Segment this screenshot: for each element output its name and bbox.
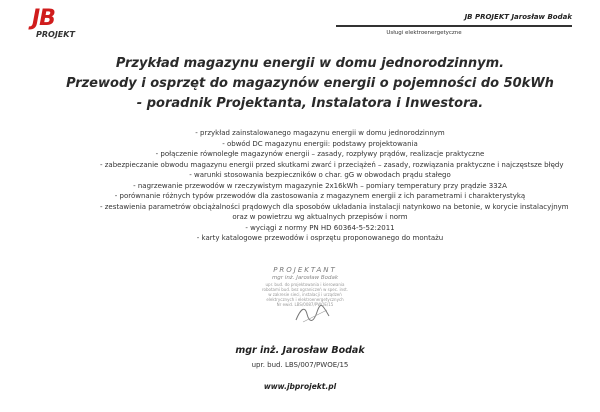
designer-stamp (253, 266, 357, 328)
stamp-line: upr. bud. do projektowania i kierowania (265, 282, 345, 287)
list-item: oraz w powietrzu wg aktualnych przepisów i norm (232, 213, 408, 221)
stamp-name: mgr inż. Jarosław Bodak (271, 275, 339, 281)
list-item: - zabezpieczanie obwodu magazynu energii przed skutkami zwarć i przeciążeń – zasady, rozwiązania praktyczne i najczęstsze błędy (100, 160, 564, 169)
stamp-line: robotami bud. bez ograniczeń w spec. inst. (261, 287, 349, 292)
logo-mark: JB (32, 6, 55, 31)
list-item: - zestawienia parametrów obciążalności prądowych dla sposobów układania instalacji natynkowo na betonie, w korycie instalacyjnym (100, 202, 569, 211)
signer-name: mgr inż. Jarosław Bodak (235, 345, 365, 356)
title-line: Przewody i osprzęt do magazynów energii o pojemności do 50kWh (66, 76, 554, 91)
title-line: Przykład magazynu energii w domu jednorodzinnym. (115, 56, 505, 71)
signer-license: upr. bud. LBS/007/PWOE/15 (251, 361, 349, 369)
title-line: - poradnik Projektanta, Instalatora i Inwestora. (136, 96, 484, 111)
list-item: - połączenie równoległe magazynów energii – zasady, rozpływy prądów, realizacje praktyczne (155, 150, 485, 158)
stamp-line: w zakresie sieci, instalacji i urządzeń (268, 292, 342, 297)
document-title (60, 54, 560, 114)
signature-icon (293, 302, 333, 326)
header-services: Usługi elektroenergetyczne (386, 30, 462, 36)
list-item: - przykład zainstalowanego magazynu energii w domu jednorodzinnym (195, 129, 445, 137)
header-company-name: JB PROJEKT Jarosław Bodak (464, 13, 572, 21)
list-item: - karty katalogowe przewodów i osprzętu proponowanego do montażu (196, 234, 444, 242)
logo-subtitle: PROJEKT (36, 30, 75, 39)
stamp-title: PROJEKTANT (273, 266, 337, 274)
header-divider (336, 25, 572, 27)
stamp-line: elektrycznych i elektroenergetycznych (266, 297, 344, 302)
company-logo (26, 8, 86, 46)
stamp-line: Nr ewid. LBS/0087/PWOE/15 (276, 302, 334, 307)
list-item: - warunki stosowania bezpieczników o char. gG w obwodach prądu stałego (189, 171, 451, 179)
list-item: - porównanie różnych typów przewodów dla zastosowania z magazynem energii z ich parametrami i charakterystyką (114, 192, 526, 200)
list-item: - wyciągi z normy PN HD 60364-5-52:2011 (245, 223, 395, 232)
website-link[interactable]: www.jbprojekt.pl (263, 382, 337, 391)
list-item: - nagrzewanie przewodów w rzeczywistym magazynie 2x16kWh – pomiary temperatury przy prądzie 332A (133, 181, 507, 190)
list-item: - obwód DC magazynu energii: podstawy projektowania (222, 139, 418, 148)
contents-list (100, 128, 569, 244)
